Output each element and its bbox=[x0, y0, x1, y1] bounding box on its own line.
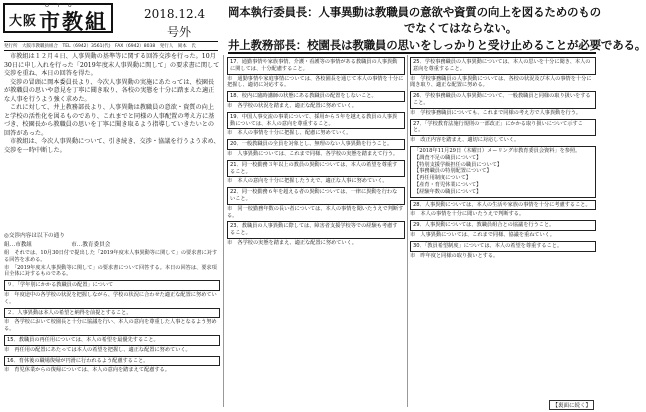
headline-line-1: 岡本執行委員長：人事異動は教職員の意欲や資質の向上を図るためのもの bbox=[228, 5, 601, 19]
reference-list-item: 【再任用制度について】 bbox=[414, 175, 471, 182]
answer-text: 市 人事異動については、これまで同様、協議を重ねていく。 bbox=[410, 231, 555, 238]
question-box: 19．中国人事交流の事業について、採用から５年を越える教員の人事異動については、本人の意向を尊重すること。 bbox=[227, 112, 405, 130]
issue-type: 号外 bbox=[167, 25, 192, 39]
answer-text: 市 年度途中の各学校の状況を把握しながら、学校の状況に合わせた適正な配置に努めていく。 bbox=[4, 291, 217, 305]
headline bbox=[228, 2, 646, 52]
question-box: 21．同一校勤務３年以上の教員の異動については、本人の希望を尊重すること。 bbox=[227, 160, 405, 178]
qa-item bbox=[227, 112, 405, 137]
negotiation-column-3 bbox=[410, 55, 596, 400]
answer-text: 市 同一校勤務年数の長い者については、本人の事情を聞いたうえで判断する。 bbox=[227, 205, 404, 219]
reference-list-item: 【事務職員の特別配置について】 bbox=[414, 168, 492, 175]
question-box: 27．「学校教育法施行規則の一部改正」にかかる取り扱いについて示すこと。 bbox=[410, 119, 596, 137]
qa-item bbox=[227, 139, 405, 158]
qa-item bbox=[4, 308, 220, 333]
headline-line-3: 井上教務部長：校園長は教職員の思いをしっかりと受け止めることが必要である。 bbox=[228, 38, 646, 52]
answer-text: 市 学校事務職員の人事異動については、各校の状況及び本人の事情を十分に聞き取り、適正な配置に努める。 bbox=[410, 75, 592, 89]
continued-note: 【裏面に続く】 bbox=[549, 400, 594, 410]
question-box: 30．「教員希望制度」については、本人の希望を尊重すること。 bbox=[410, 241, 596, 252]
answer-text: 市 学校事務職員についても、これまで同様の考え方で人事異動を行う。 bbox=[410, 109, 582, 116]
question-box: ２．人事異動は本人の希望と納得を前提とすること。 bbox=[4, 308, 220, 319]
question-box: 15．教職員の再任用については、本人の希望を最優先すること。 bbox=[4, 335, 220, 346]
answer-text: 市 各学校の状況を踏まえ、適正な配置に努めていく。 bbox=[227, 102, 357, 109]
logo bbox=[3, 3, 113, 33]
publisher-line: 発行所 大阪市教職員組合 TEL（6942）3561(代) FAX（6942）8038 発行人 岡本 氏 bbox=[4, 41, 218, 51]
qa-item bbox=[4, 335, 220, 354]
question-box: 20．一般教職員の全員を対象とし、無理のない人事異動を行うこと。 bbox=[227, 139, 405, 150]
question-box: 22．同一校勤務６年を超える者の異動については、一律に異動を行わないこと。 bbox=[227, 187, 405, 205]
headline-line-2: でなくてはならない。 bbox=[404, 21, 517, 35]
intro-paragraph: 交渉の冒頭に岡本委員長より、今次人事異動の実施にあたっては、校園長が教職員の思いや意見を丁寧に聞き取り、各校の実態を十分に踏まえた適正な人事を行うよう強く求めた。 bbox=[4, 78, 215, 103]
reference-list-item: 【産育・育児休業について】 bbox=[414, 181, 482, 188]
negotiation-column-2 bbox=[227, 55, 405, 400]
intro-article bbox=[4, 53, 220, 233]
reference-list-item: 【経験年数の職員について】 bbox=[414, 188, 482, 195]
question-box: ９．「学年別にかかる教職員の配置」について bbox=[4, 280, 220, 291]
question-box: 26．学校事務職員の人事異動について、一般教職員と同様の取り扱いをすること。 bbox=[410, 91, 596, 109]
answer-text: 市 本人の意向を十分に把握したうえで、適正な人事に努めていく。 bbox=[227, 178, 388, 185]
logo-prefix: 大阪 bbox=[9, 14, 38, 29]
answer-text: 市 育児休業からの復帰については、本人の意向を踏まえて配慮する。 bbox=[4, 367, 170, 374]
logo-letters: OTU bbox=[45, 3, 80, 9]
qa-item bbox=[227, 57, 405, 89]
reference-list-item: 【特別支援学級担任の職員について】 bbox=[414, 161, 503, 168]
answer-text: 市 通勤事情や家庭事情については、各校園長を通じて本人の事情を十分に把握し、適切に対応する。 bbox=[227, 75, 404, 89]
answer-text: 市 「2019年度末人事異動等に関して」の要求書について回答する。本日の回答は、要求項目全体に対するものである。 bbox=[4, 264, 217, 278]
answer-text: 市 本人の事情を十分に聞いたうえで判断する。 bbox=[410, 211, 525, 218]
negotiation-column-1 bbox=[4, 232, 220, 408]
intro-paragraph: 市教組は１２月４日、人事異動の基準等に関する回答交渉を行った。10月30日に申し入れを行った「2019年度末人事異動に関して」の要求書に関して交渉を重ね、本日の回答を得た。 bbox=[4, 53, 220, 77]
question-box: 23．教職員の人事異動に際しては、障害者支援学校等での経験も考慮すること。 bbox=[227, 221, 405, 239]
reference-list-item: 「2018年11月29日（木曜日）メーリング市教育委員会資料」を参照。 bbox=[414, 147, 581, 154]
qa-item bbox=[410, 57, 596, 89]
question-box: 28．人事異動については、本人の生活や家族の事情を十分に考慮すること。 bbox=[410, 200, 596, 211]
reference-list-item: 【調査不足の職員について】 bbox=[414, 154, 482, 161]
qa-item bbox=[227, 221, 405, 246]
answer-text: 市 各学校の実態を踏まえ、適正な配置に努めていく。 bbox=[227, 239, 357, 246]
logo-title: 市教組 bbox=[39, 9, 108, 34]
qa-item bbox=[227, 160, 405, 185]
qa-item bbox=[410, 200, 596, 219]
answer-text: 市 再任用の配置にあたっては本人の希望を把握し、適正な配置に努めていく。 bbox=[4, 346, 191, 353]
qa-item bbox=[410, 220, 596, 239]
qa-item bbox=[227, 187, 405, 219]
answer-text: 市 本人の事情を十分に把握し、配慮に努めていく。 bbox=[227, 130, 352, 137]
answer-text: 市 人事異動については、これまで同様、各学校の実態を踏まえて行う。 bbox=[227, 150, 399, 157]
section-heading: ◎交渉内容は以下の通り bbox=[4, 233, 65, 239]
intro-paragraph: 市教組は、今次人事異動について、引き続き、交渉・協議を行うよう求め、交渉を一時中断した。 bbox=[4, 138, 220, 154]
qa-item bbox=[410, 91, 596, 116]
question-text: 組 それでは、10月30日付で提出した「2019年度末人事異動等に関して」の要求書に対する回答を求める。 bbox=[4, 250, 218, 263]
masthead bbox=[3, 3, 221, 37]
qa-item bbox=[227, 91, 405, 110]
issue-date: 2018.12.4 bbox=[144, 7, 206, 21]
answer-text: 市 昨年度と同様の取り扱いとする。 bbox=[410, 252, 499, 259]
question-box: 25．学校事務職員の人事異動については、本人の思いを十分に聞き、本人の意向を尊重すること。 bbox=[410, 57, 596, 75]
column-divider bbox=[223, 55, 224, 407]
answer-text: 市 改正内容を踏まえ、適切に対応していく。 bbox=[410, 137, 520, 144]
qa-item bbox=[410, 241, 596, 260]
qa-item bbox=[4, 250, 220, 278]
qa-item bbox=[410, 119, 596, 144]
question-box: 29．人事異動については、教職員組合との協議を行うこと。 bbox=[410, 220, 596, 231]
qa-item bbox=[4, 280, 220, 305]
headline-rule bbox=[228, 52, 596, 54]
intro-paragraph: これに対して、井上教務部長より、人事異動は教職員の意欲・資質の向上と学校の活性化を図るものであり、これまでと同様の人事配置の考え方に基づき、校園長から教職員の思いを丁寧に聞き取るよう指導していきたいとの回答があった。 bbox=[4, 104, 215, 137]
question-box: 16．育休後の職場復帰が円滑に行われるよう配慮すること。 bbox=[4, 356, 220, 367]
qa-item bbox=[4, 356, 220, 375]
answer-text: 市 各学校において校園長と十分に協議を行い、本人の意向を尊重した人事となるよう努める。 bbox=[4, 319, 217, 333]
question-box: 18．校内に臨時講師の状態にある教職員の配置をしないこと。 bbox=[227, 91, 405, 102]
question-box: 17．通勤事情や家族事情、介護・看護等の事情がある教職員の人事異動に関しては、十分配慮すること。 bbox=[227, 57, 405, 75]
reference-list-box bbox=[410, 146, 596, 198]
column-divider bbox=[407, 55, 408, 407]
legend-line: 組…市教組 市…教育委員会 bbox=[4, 241, 111, 248]
